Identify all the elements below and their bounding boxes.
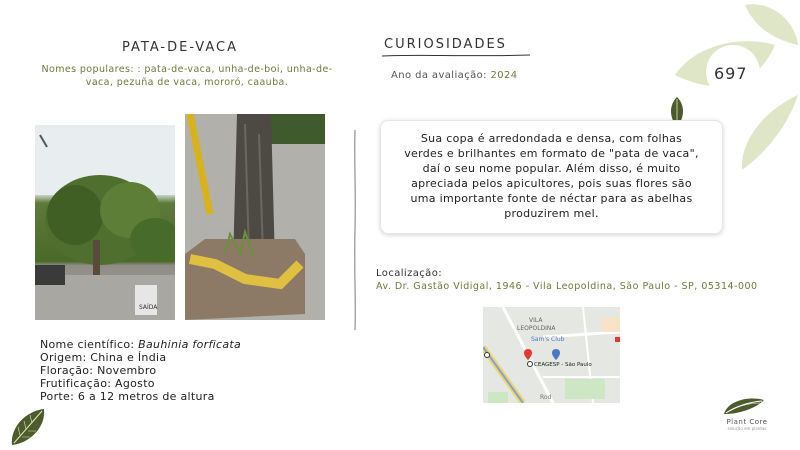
curiosity-text: Sua copa é arredondada e densa, com folhas verdes e brilhantes em formato de "pata de vaca", daí o seu nome popular. Além disso, é muito apreciada pelos apicultores, pois suas flores são uma importante fonte de néctar para as abelhas produzirem mel. [404, 132, 699, 220]
leaf-shape [742, 95, 798, 170]
location-address: Av. Dr. Gastão Vidigal, 1946 - Vila Leopoldina, São Paulo - SP, 05314-000 [376, 281, 758, 292]
species-info [40, 338, 241, 403]
map-place-sams: Sam's Club [531, 336, 565, 343]
map-district-line2: LEOPOLDINA [517, 325, 556, 332]
species-title: PATA-DE-VACA [122, 40, 238, 55]
trunk-photo [185, 114, 325, 320]
exit-sign-text: SAÍDA [139, 304, 158, 311]
brand-name: Plant Core [726, 418, 768, 426]
location-label: Localização: [376, 268, 442, 279]
flowering-row: Floração: Novembro [40, 364, 157, 377]
plant-core-logo [720, 394, 768, 416]
scientific-name-row [40, 338, 241, 351]
tree-photo [35, 125, 175, 320]
leaf-shape [745, 4, 798, 45]
scientific-name-label: Nome científico: [40, 338, 135, 351]
origin-row: Origem: China e Índia [40, 351, 167, 364]
evaluation-year-value: 2024 [490, 70, 518, 81]
curiosity-card [380, 120, 723, 234]
map-place-ceagesp: CEAGESP - São Paulo [534, 362, 592, 368]
decorative-leaf-bottom-left [8, 407, 48, 447]
curiosities-underline [382, 53, 532, 59]
evaluation-year [391, 70, 518, 81]
curiosities-title: CURIOSIDADES [384, 37, 507, 52]
size-row: Porte: 6 a 12 metros de altura [40, 390, 215, 403]
map-road-label: Rod [540, 394, 552, 401]
column-divider [354, 30, 356, 430]
evaluation-year-label: Ano da avaliação: [391, 70, 487, 81]
map-district-line1: VILA [529, 317, 543, 324]
fruiting-row: Frutificação: Agosto [40, 377, 155, 390]
tree-number-badge: 697 [714, 64, 748, 83]
popular-names: Nomes populares: : pata-de-vaca, unha-de-boi, unha-de-vaca, pezuña de vaca, mororó, caauba. [41, 64, 333, 88]
brand-tagline: solução em plantas [727, 426, 767, 431]
location-map[interactable] [483, 307, 620, 403]
scientific-name-value: Bauhinia forficata [138, 338, 242, 351]
